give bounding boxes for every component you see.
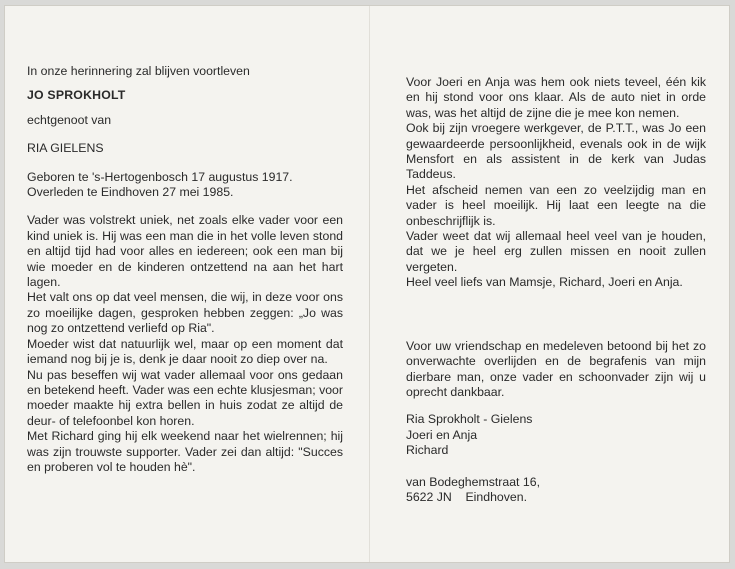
- address-city: 5622 JN Eindhoven.: [406, 489, 527, 504]
- signatory: Joeri en Anja: [406, 427, 478, 442]
- spouse-name: RIA GIELENS: [27, 141, 104, 156]
- left-paragraph: Het valt ons op dat veel mensen, die wij, in deze voor ons zo moeilijke dagen, gesproken hebben zeggen: „Jo was nog zo ontzettend verliefd op Ria".: [27, 290, 343, 336]
- left-paragraph: Vader was volstrekt uniek, net zoals elke vader voor een kind uniek is. Hij was een man die in het volle leven stond en altijd tijd had voor alles en iedereen; ook een man bij wie moeder en de kinderen ontzettend na aan het hart lagen.: [27, 213, 343, 290]
- card-fold: [369, 6, 370, 562]
- address: [406, 475, 706, 506]
- right-page: [406, 75, 706, 505]
- right-paragraph: Heel veel liefs van Mamsje, Richard, Joeri en Anja.: [406, 275, 683, 290]
- left-page: [27, 64, 343, 475]
- signatory: Ria Sprokholt - Gielens: [406, 412, 533, 427]
- signatory: Richard: [406, 443, 449, 458]
- signatories: [406, 412, 706, 458]
- intro-line: In onze herinnering zal blijven voortleven: [27, 64, 250, 78]
- right-paragraph: Ook bij zijn vroegere werkgever, de P.T.T., was Jo een gewaardeerde persoonlijkheid, evenals ook in de wijk Mensfort en als assistent in de kerk van Judas Taddeus.: [406, 121, 706, 182]
- right-paragraph: Vader weet dat wij allemaal heel veel van je houden, dat we je heel erg zullen missen en nooit zullen vergeten.: [406, 229, 706, 274]
- address-street: van Bodeghemstraat 16,: [406, 474, 540, 489]
- death-line: Overleden te Eindhoven 27 mei 1985.: [27, 185, 234, 200]
- left-paragraph: Met Richard ging hij elk weekend naar het wielrennen; hij was zijn trouwste supporter. Vader zei dan altijd: "Succes en proberen vol te houden hè".: [27, 429, 343, 474]
- spouse-label: echtgenoot van: [27, 112, 112, 127]
- left-paragraph: Nu pas beseffen wij wat vader allemaal voor ons gedaan en betekend heeft. Vader was een echte klusjesman; voor moeder maakte hij extra bellen in huis zodat ze altijd de deur- of telefoonbel kon horen.: [27, 367, 343, 428]
- birth-line: Geboren te 's-Hertogenbosch 17 augustus 1917.: [27, 169, 293, 184]
- right-paragraph: Voor Joeri en Anja was hem ook niets teveel, één kik en hij stond voor ons klaar. Als de auto niet in orde was, was het altijd de zijne die je mee kon nemen.: [406, 75, 706, 120]
- memorial-card: [4, 5, 730, 563]
- deceased-name: JO SPROKHOLT: [27, 88, 126, 103]
- right-paragraph: Het afscheid nemen van een zo veelzijdig man en vader is heel moeilijk. Hij laat een leegte na die onbeschrijflijk is.: [406, 182, 706, 228]
- thanks-paragraph: Voor uw vriendschap en medeleven betoond bij het zo onverwachte overlijden en de begrafenis van mijn dierbare man, onze vader en schoonvader zijn wij u oprecht dankbaar.: [406, 338, 706, 399]
- left-paragraph: Moeder wist dat natuurlijk wel, maar op een moment dat iemand nog bij je is, denk je daar nooit zo diep over na.: [27, 336, 343, 367]
